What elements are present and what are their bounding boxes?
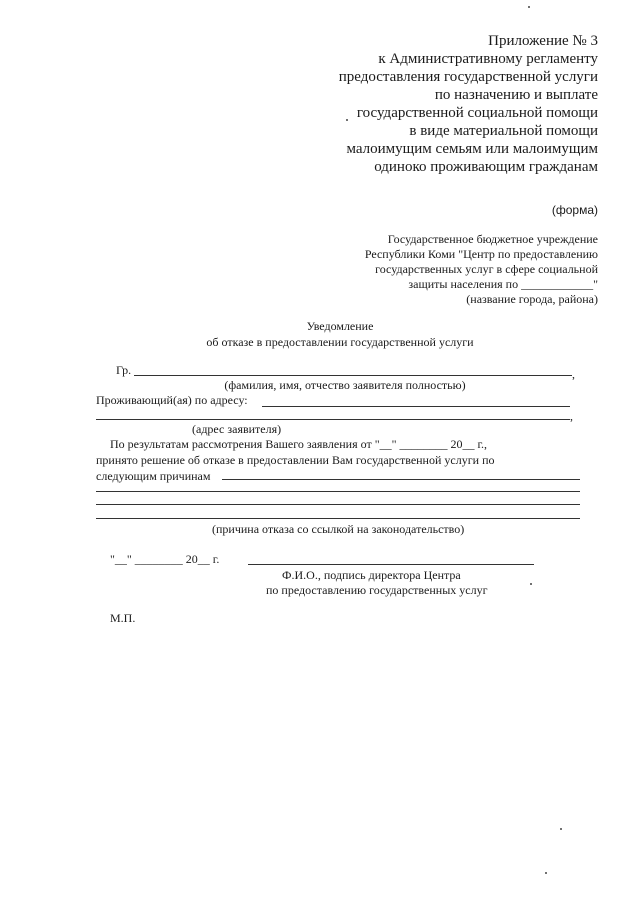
address-comma: ,: [570, 409, 573, 423]
signature-line: [248, 564, 534, 565]
address-line-1: [262, 406, 570, 407]
gr-line: [134, 375, 572, 376]
scan-speck: [346, 119, 348, 121]
address-label: Проживающий(ая) по адресу:: [96, 393, 248, 407]
reason-line-2: [96, 491, 580, 492]
institution-hint: (название города, района): [466, 292, 598, 306]
notice-subtitle: об отказе в предоставлении государственной услуги: [206, 335, 474, 349]
header-line-6: в виде материальной помощи: [409, 123, 598, 139]
institution-line-1: Государственное бюджетное учреждение: [387, 232, 598, 246]
reason-hint: (причина отказа со ссылкой на законодательство): [212, 522, 465, 536]
signature-caption-2: по предоставлению государственных услуг: [266, 583, 488, 597]
header-line-5: государственной социальной помощи: [356, 105, 598, 121]
signature-date: "__" ________ 20__ г.: [110, 552, 220, 566]
scan-speck: [545, 872, 547, 874]
institution-line-2: Республики Коми "Центр по предоставлению: [364, 247, 598, 261]
header-line-8: одиноко проживающим гражданам: [374, 159, 598, 175]
header-line-4: по назначению и выплате: [434, 87, 598, 103]
notice-title: Уведомление: [306, 319, 374, 333]
scan-speck: [530, 583, 532, 585]
header-line-2: к Административному регламенту: [378, 51, 598, 67]
institution-line-3: государственных услуг в сфере социальной: [375, 262, 598, 276]
stamp-label: М.П.: [110, 611, 136, 625]
header-line-1: Приложение № 3: [488, 33, 598, 49]
reasons-label: следующим причинам: [96, 469, 211, 483]
scan-speck: [528, 6, 530, 8]
review-line: По результатам рассмотрения Вашего заявления от "__" ________ 20__ г.,: [110, 437, 488, 451]
institution-line-4: защиты населения по ____________": [408, 277, 598, 291]
gr-comma: ,: [572, 367, 575, 381]
header-line-3: предоставления государственной услуги: [338, 69, 598, 85]
reason-line-1: [222, 479, 580, 480]
gr-hint: (фамилия, имя, отчество заявителя полностью): [224, 378, 466, 392]
signature-caption-1: Ф.И.О., подпись директора Центра: [282, 568, 461, 582]
decision-line: принято решение об отказе в предоставлении Вам государственной услуги по: [96, 453, 495, 467]
address-line-2: [96, 419, 570, 420]
gr-label: Гр.: [116, 363, 132, 377]
scan-speck: [560, 828, 562, 830]
address-hint: (адрес заявителя): [192, 422, 282, 436]
reason-line-3: [96, 504, 580, 505]
reason-line-4: [96, 518, 580, 519]
form-label: (форма): [551, 203, 598, 217]
header-line-7: малоимущим семьям или малоимущим: [346, 141, 598, 157]
